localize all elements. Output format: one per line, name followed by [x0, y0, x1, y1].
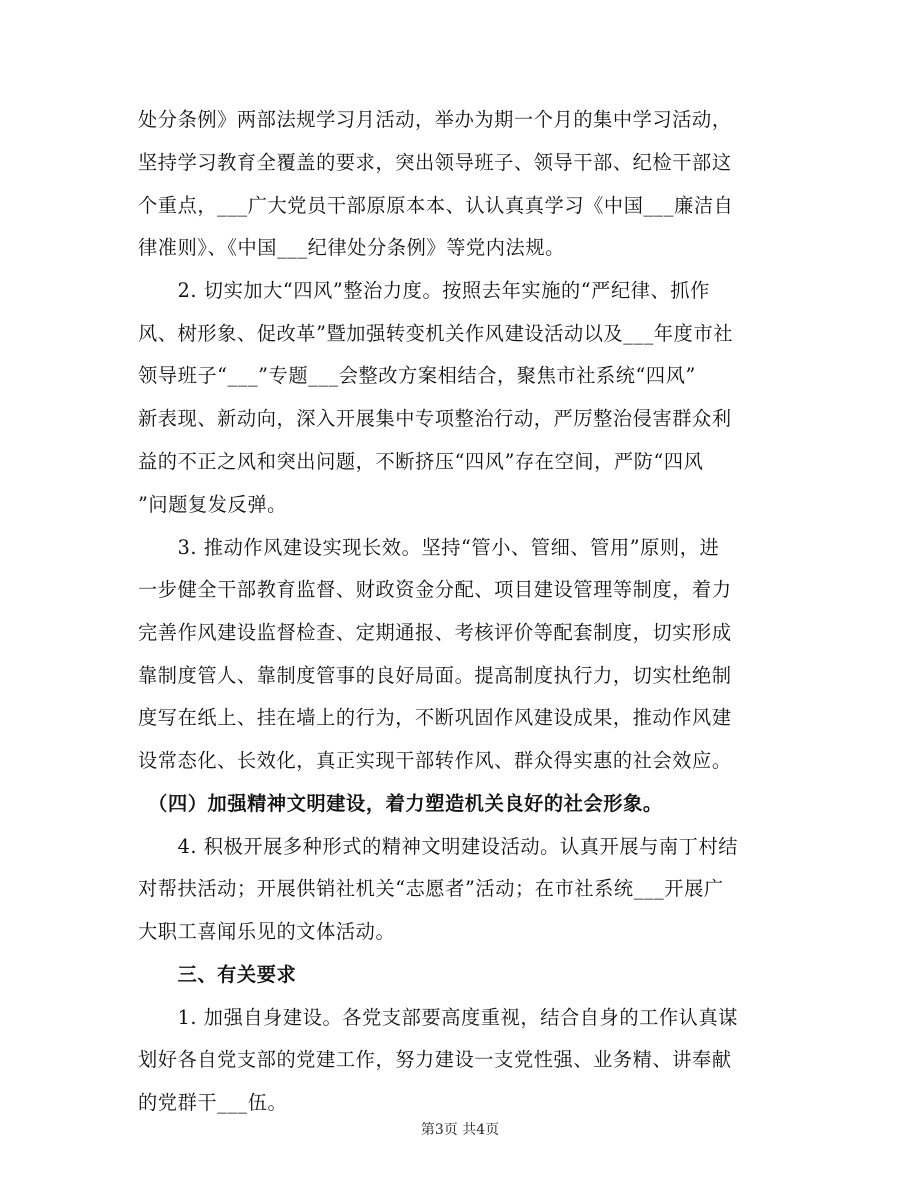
text-line: 对帮扶活动；开展供销社机关“志愿者”活动；在市社系统___开展广	[138, 877, 724, 900]
text-line: 律准则》、《中国___纪律处分条例》等党内法规。	[138, 236, 565, 259]
section-heading: （四）加强精神文明建设，着力塑造机关良好的社会形象。	[138, 792, 663, 815]
text-line: 靠制度管人、靠制度管事的良好局面。提高制度执行力，切实杜绝制	[138, 664, 732, 687]
text-line: 个重点，___广大党员干部原原本本、认认真真学习《中国___廉洁自	[138, 194, 734, 217]
text-line: 3. 推动作风建设实现长效。坚持“管小、管细、管用”原则，进	[138, 536, 720, 559]
text-line: 1. 加强自身建设。各党支部要高度重视，结合自身的工作认真谋	[138, 1006, 739, 1029]
text-line: 的党群干___伍。	[138, 1091, 288, 1114]
text-line: 坚持学习教育全覆盖的要求，突出领导班子、领导干部、纪检干部这	[138, 151, 732, 174]
text-line: 4. 积极开展多种形式的精神文明建设活动。认真开展与南丁村结	[138, 835, 739, 858]
text-line: 一步健全干部教育监督、财政资金分配、项目建设管理等制度，着力	[138, 578, 732, 601]
text-line: 划好各自党支部的党建工作，努力建设一支党性强、业务精、讲奉献	[138, 1048, 732, 1071]
text-line: 大职工喜闻乐见的文体活动。	[138, 920, 396, 943]
text-line: 领导班子“___”专题___会整改方案相结合，聚焦市社系统“四风”	[138, 364, 696, 387]
text-line: 完善作风建设监督检查、定期通报、考核评价等配套制度，切实形成	[138, 621, 732, 644]
text-line: 处分条例》两部法规学习月活动，举办为期一个月的集中学习活动，	[138, 108, 732, 131]
text-line: 新表现、新动向，深入开展集中专项整治行动，严厉整治侵害群众利	[138, 407, 732, 430]
text-line: 度写在纸上、挂在墙上的行为，不断巩固作风建设成果，推动作风建	[138, 706, 732, 729]
text-line: 2. 切实加大“四风”整治力度。按照去年实施的“严纪律、抓作	[138, 279, 710, 302]
page-number: 第3页 共4页	[420, 1122, 500, 1138]
text-line: 风、树形象、促改革”暨加强转变机关作风建设活动以及___年度市社	[138, 322, 734, 345]
text-line: 设常态化、长效化，真正实现干部转作风、群众得实惠的社会效应。	[138, 749, 732, 772]
section-heading: 三、有关要求	[138, 963, 297, 986]
text-line: 益的不正之风和突出问题，不断挤压“四风”存在空间，严防“四风	[138, 450, 704, 473]
text-line: ”问题复发反弹。	[138, 493, 287, 516]
